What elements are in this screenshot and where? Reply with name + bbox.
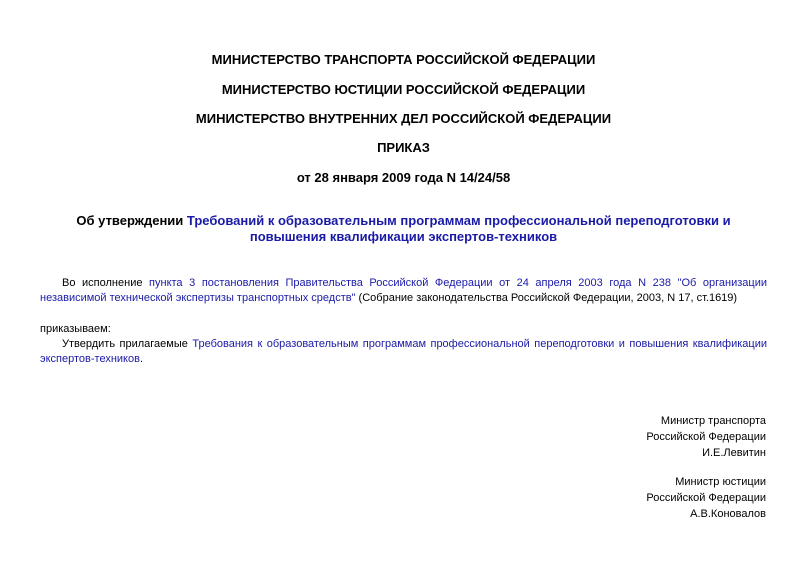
- order-word: приказываем:: [40, 323, 111, 335]
- requirements-link[interactable]: Требования к образовательным программам профессиональной переподготовки и повышения квалификации экспертов-техников: [40, 338, 767, 365]
- signature-name: И.Е.Левитин: [702, 447, 766, 459]
- order-prefix: Утвердить прилагаемые: [62, 338, 193, 350]
- preamble-suffix: (Собрание законодательства Российской Федерации, 2003, N 17, ст.1619): [355, 292, 738, 304]
- government-decree-link[interactable]: пункта 3 постановления Правительства Российской Федерации от 24 апреля 2003 года N 238 "Об организации независимой технической экспертизы транспортных средств": [40, 277, 767, 304]
- signature-position-line: Российской Федерации: [646, 492, 766, 504]
- order-paragraph: [40, 337, 767, 367]
- ministry-justice-heading: МИНИСТЕРСТВО ЮСТИЦИИ РОССИЙСКОЙ ФЕДЕРАЦИИ: [221, 82, 586, 97]
- order-suffix: .: [139, 353, 144, 365]
- title-requirements-link[interactable]: Требований к образовательным программам профессиональной переподготовки и повышения квалификации экспертов-техников: [186, 213, 731, 244]
- signature-position-line: Министр транспорта: [660, 415, 766, 427]
- document-title: [40, 213, 767, 245]
- title-prefix: Об утверждении: [76, 213, 187, 228]
- signature-position-line: Российской Федерации: [646, 431, 766, 443]
- preamble-prefix: Во исполнение: [62, 277, 150, 289]
- document-date-heading: от 28 января 2009 года N 14/24/58: [296, 170, 511, 185]
- signature-position-line: Министр юстиции: [675, 476, 766, 488]
- document-type-heading: ПРИКАЗ: [377, 140, 430, 155]
- preamble-paragraph: [40, 276, 767, 306]
- signature-block-transport: [646, 413, 766, 461]
- ministry-transport-heading: МИНИСТЕРСТВО ТРАНСПОРТА РОССИЙСКОЙ ФЕДЕРАЦИИ: [211, 52, 596, 67]
- signature-name: А.В.Коновалов: [690, 508, 766, 520]
- ministry-interior-heading: МИНИСТЕРСТВО ВНУТРЕННИХ ДЕЛ РОССИЙСКОЙ ФЕДЕРАЦИИ: [195, 111, 612, 126]
- signature-block-justice: [646, 474, 766, 522]
